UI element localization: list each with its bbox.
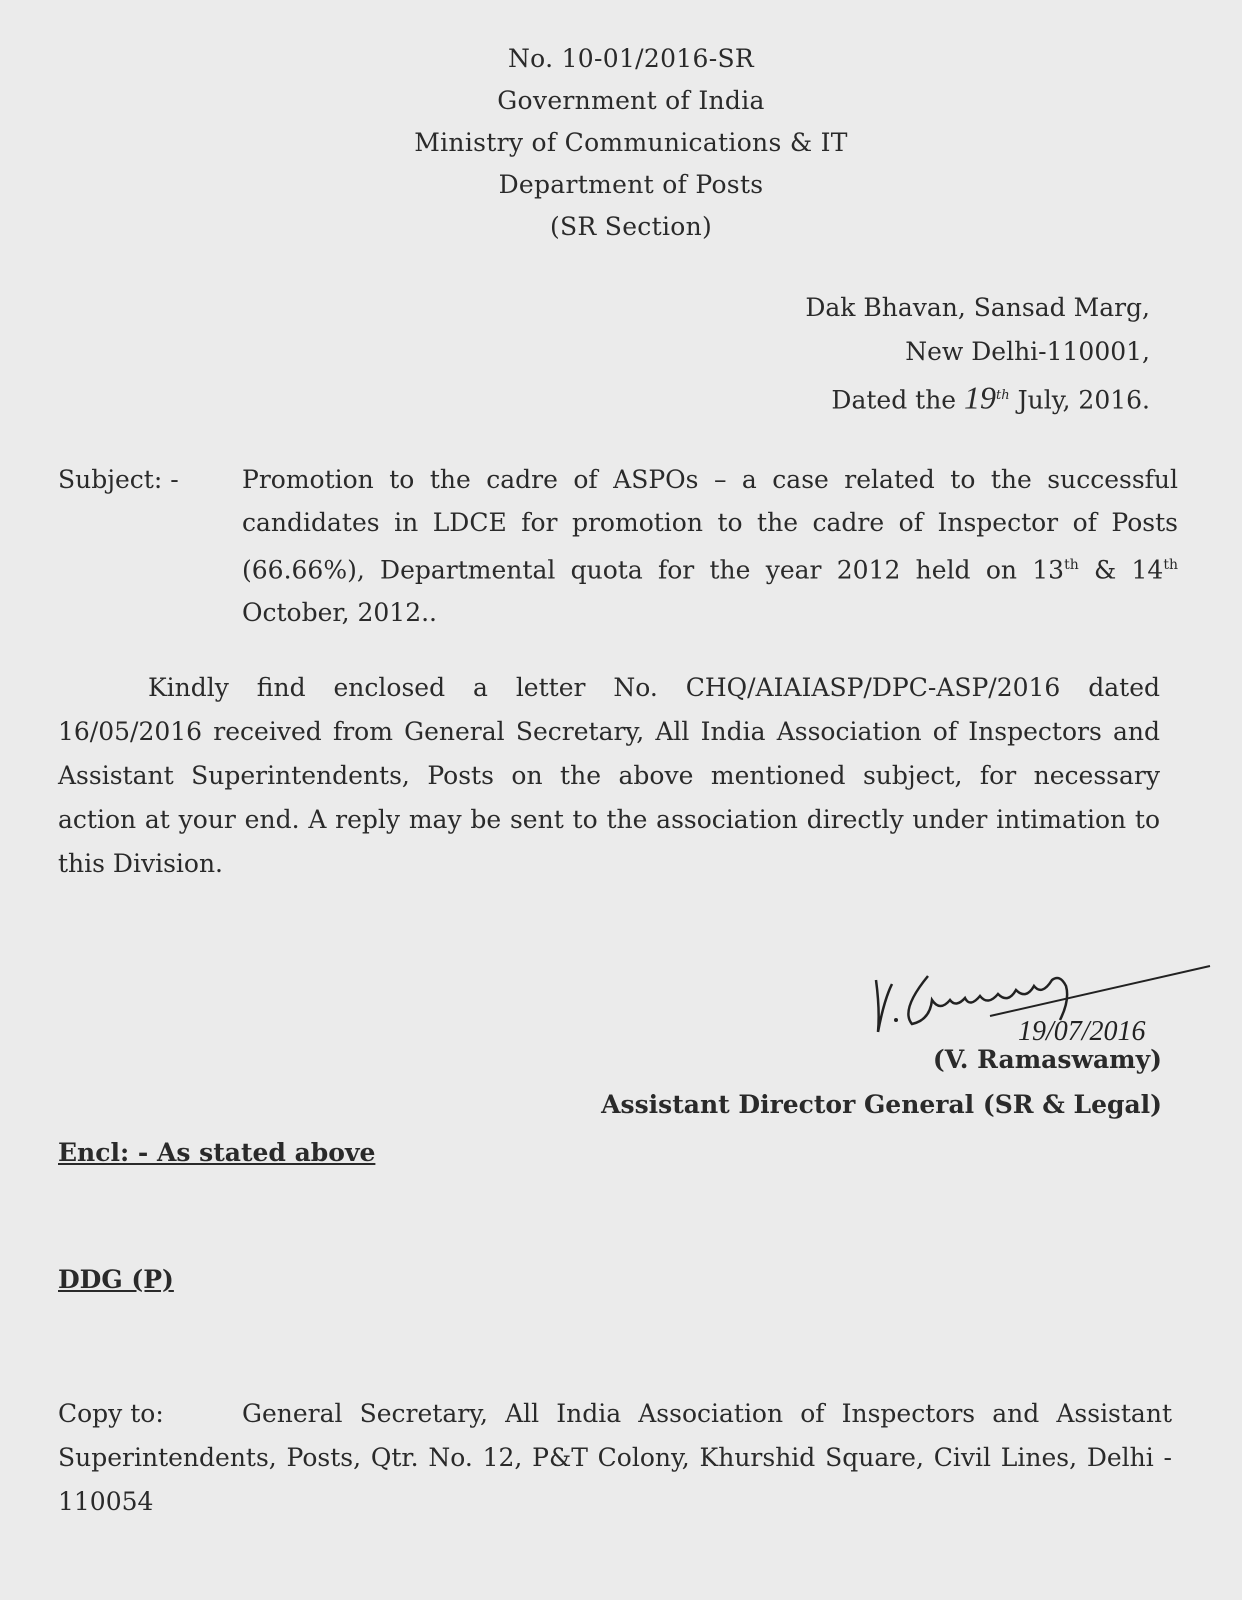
signatory-name: (V. Ramaswamy) — [932, 1045, 1162, 1074]
handwritten-signature — [870, 950, 1220, 1060]
signature-icon — [870, 950, 1220, 1060]
file-number: No. 10-01/2016-SR — [508, 44, 754, 73]
subject-text: Promotion to the cadre of ASPOs – a case related to the successful candidates in LDCE for promotion to the cadre of Inspector of Posts (66.66%), Departmental quota for the year 2012 held on 13th & 14th October, 2012.. — [242, 465, 1178, 628]
day-suffix: th — [996, 388, 1010, 403]
ministry-name: Ministry of Communications & IT — [414, 128, 848, 157]
copy-to-label: Copy to: — [58, 1399, 164, 1428]
handwritten-day: 19 — [964, 379, 997, 416]
addressee: DDG (P) — [58, 1265, 174, 1294]
subject-label: Subject: - — [58, 465, 179, 494]
department-name: Department of Posts — [498, 170, 764, 199]
enclosure-note: Encl: - As stated above — [58, 1138, 376, 1167]
dated-prefix: Dated the — [831, 385, 957, 415]
address-line-1: Dak Bhavan, Sansad Marg, — [805, 293, 1150, 322]
svg-text:19/07/2016: 19/07/2016 — [1018, 1016, 1146, 1047]
body-paragraph: Kindly find enclosed a letter No. CHQ/AIAIASP/DPC-ASP/2016 dated 16/05/2016 received from General Secretary, All India Association of Inspectors and Assistant Superintendents, Posts on the above mentioned subject, for necessary action at your end. A reply may be sent to the association directly under intimation to this Division. — [58, 673, 1160, 878]
sender-address — [805, 286, 1150, 422]
subject-block — [58, 458, 1178, 634]
copy-to-text: General Secretary, All India Association of Inspectors and Assistant Superintendents, Posts, Qtr. No. 12, P&T Colony, Khurshid Square, Civil Lines, Delhi - 110054 — [58, 1399, 1172, 1516]
government-name: Government of India — [497, 86, 765, 115]
copy-to-block — [58, 1392, 1172, 1524]
date-rest: July, 2016. — [1017, 385, 1150, 415]
letter-header — [0, 38, 1242, 248]
address-line-2: New Delhi-110001, — [905, 337, 1150, 366]
signatory-designation: Assistant Director General (SR & Legal) — [601, 1090, 1162, 1119]
date-line — [805, 374, 1150, 422]
section-name: (SR Section) — [549, 212, 713, 241]
